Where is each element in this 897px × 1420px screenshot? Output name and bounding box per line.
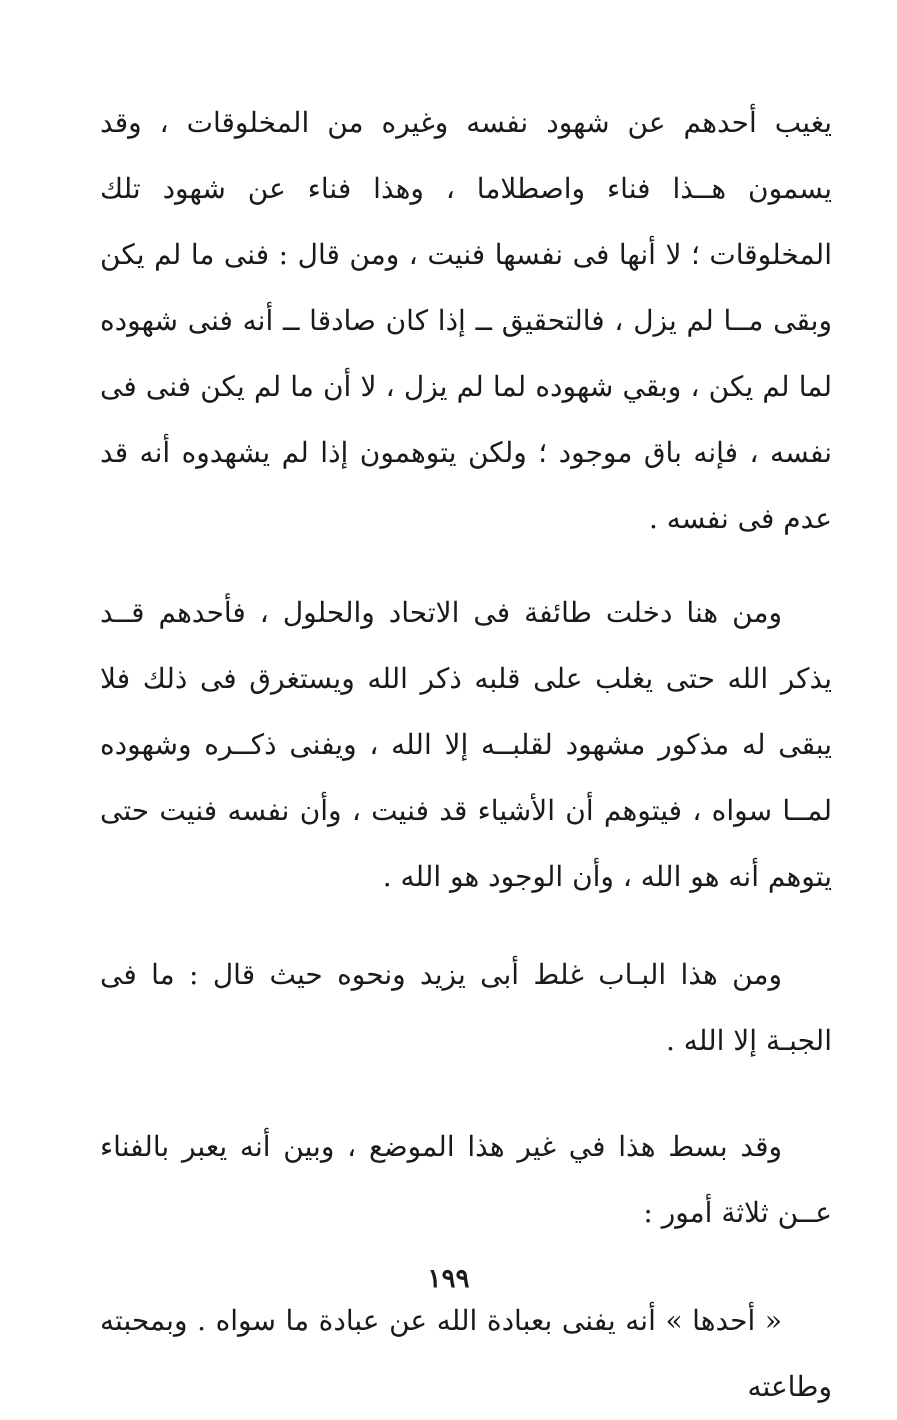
- paragraph-4: وقد بسط هذا في غير هذا الموضع ، وبين أنه يعبر بالفناء عــن ثلاثة أمور :: [100, 1130, 832, 1229]
- paragraph-2: ومن هنا دخلت طائفة فى الاتحاد والحلول ، فأحدهم قــد يذكر الله حتى يغلب على قلبه ذكر الله ويستغرق فى ذلك فلا يبقى له مذكور مشهود لقلبــه إلا الله ، ويفنى ذكــره وشهوده لمــا سواه ، فيتوهم أن الأشياء قد فنيت ، وأن نفسه فنيت حتى يتوهم أنه هو الله ، وأن الوجود هو الله .: [100, 596, 832, 893]
- page-body: [100, 90, 832, 1420]
- paragraph-1: يغيب أحدهم عن شهود نفسه وغيره من المخلوقات ، وقد يسمون هــذا فناء واصطلاما ، وهذا فناء عن شهود تلك المخلوقات ؛ لا أنها فى نفسها فنيت ، ومن قال : فنى ما لم يكن وبقى مــا لم يزل ، فالتحقيق ــ إذا كان صادقا ــ أنه فنى شهوده لما لم يكن ، وبقي شهوده لما لم يزل ، لا أن ما لم يكن فنى فى نفسه ، فإنه باق موجود ؛ ولكن يتوهمون إذا لم يشهدوه أنه قد عدم فى نفسه .: [100, 106, 832, 535]
- paragraph-3: ومن هذا البـاب غلط أبى يزيد ونحوه حيث قال : ما فى الجبـة إلا الله .: [100, 958, 832, 1057]
- paragraph-5: « أحدها » أنه يفنى بعبادة الله عن عبادة ما سواه . وبمحبته وطاعته: [100, 1304, 832, 1403]
- page-number: ١٩٩: [427, 1264, 470, 1294]
